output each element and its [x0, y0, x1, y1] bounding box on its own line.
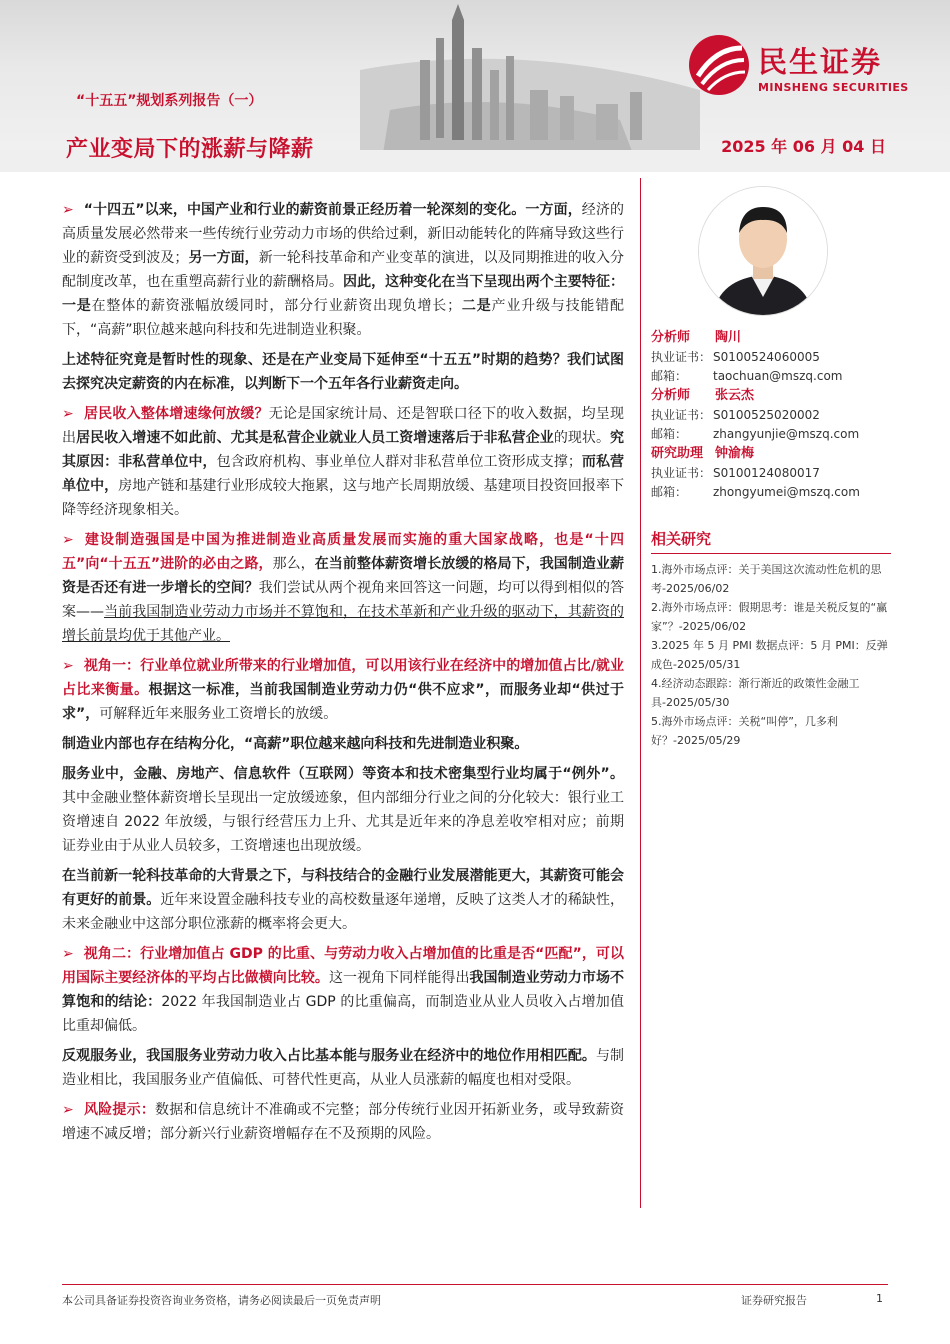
analyst-role: 分析师: [651, 388, 691, 403]
footer-disclaimer: 本公司具备证券投资咨询业务资格，请务必阅读最后一页免责声明: [62, 1294, 381, 1307]
report-date: 2025 年 06 月 04 日: [721, 137, 886, 156]
report-summary: [62, 198, 624, 1152]
report-title: 产业变局下的涨薪与降薪: [66, 137, 314, 162]
analyst-role: 研究助理: [651, 446, 704, 461]
bullet-arrow-icon: ➢: [62, 946, 74, 962]
analyst-card: 分析师 张云杰 执业证书： S0100525020002 邮箱： zhangyunjie@mszq.com: [651, 386, 891, 444]
column-divider: [640, 178, 641, 1208]
bullet-arrow-icon: ➢: [62, 532, 74, 548]
paragraph-8: 在当前新一轮科技革命的大背景之下，与科技结合的金融行业发展潜能更大，其薪资可能会有更好的前景。近年来设置金融科技专业的高校数量逐年递增，反映了这类人才的稀缺性，未来金融业中这部分职位涨薪的概率将会更大。: [62, 868, 624, 932]
paragraph-2: 上述特征究竟是暂时性的现象、还是在产业变局下延伸至“十五五”时期的趋势？我们试图去探究决定薪资的内在标准，以判断下一个五年各行业薪资走向。: [62, 352, 624, 392]
related-research-title: 相关研究: [651, 528, 891, 554]
analyst-card: 分析师 陶川 执业证书： S0100524060005 邮箱： taochuan@mszq.com: [651, 328, 891, 386]
header-banner: [0, 0, 950, 172]
analyst-photo: [698, 186, 828, 316]
analyst-cert: S0100524060005: [713, 350, 820, 364]
bullet-arrow-icon: ➢: [62, 658, 74, 674]
related-research-item[interactable]: 1.海外市场点评：关于美国这次流动性危机的思考-2025/06/02: [651, 563, 882, 595]
paragraph-risk: ➢ 风险提示：数据和信息统计不准确或不完整；部分传统行业因开拓新业务，或导致薪资增速不减反增；部分新兴行业薪资增幅存在不及预期的风险。: [62, 1102, 625, 1142]
paragraph-6: 制造业内部也存在结构分化，“高薪”职位越来越向科技和先进制造业积聚。: [62, 736, 529, 752]
logo-text-en: MINSHENG SECURITIES: [758, 81, 909, 94]
related-research-item[interactable]: 2.海外市场点评：假期思考：谁是关税反复的“赢家”？-2025/06/02: [651, 601, 888, 633]
paragraph-7: 服务业中，金融、房地产、信息软件（互联网）等资本和技术密集型行业均属于“例外”。其中金融业整体薪资增长呈现出一定放缓迹象，但内部细分行业之间的分化较大：银行业工资增速自 2022 年放缓，与银行经营压力上升、尤其是近年来的净息差收窄相对应；前期证券业由于从业人员较多，工资增速也出现放缓。: [62, 766, 624, 854]
minsheng-logo: [688, 34, 928, 98]
analyst-cert: S0100525020002: [713, 408, 820, 422]
bullet-arrow-icon: ➢: [62, 1102, 74, 1118]
analyst-email[interactable]: taochuan@mszq.com: [713, 369, 843, 383]
bullet-arrow-icon: ➢: [62, 202, 74, 218]
paragraph-4: ➢ 建设制造强国是中国为推进制造业高质量发展而实施的重大国家战略，也是“十四五”向“十五五”进阶的必由之路，那么，在当前整体薪资增长放缓的格局下，我国制造业薪资是否还有进一步增长的空间？我们尝试从两个视角来回答这一问题，均可以得到相似的答案——当前我国制造业劳动力市场并不算饱和，在技术革新和产业升级的驱动下，其薪资的增长前景均优于其他产业。: [62, 532, 625, 644]
analyst-list: [651, 328, 891, 502]
paragraph-1: ➢ “十四五”以来，中国产业和行业的薪资前景正经历着一轮深刻的变化。一方面，经济的高质量发展必然带来一些传统行业劳动力市场的供给过剩，新旧动能转化的阵痛导致这些行业的薪资受到波及；另一方面，新一轮科技革命和产业变革的演进，以及同期推进的收入分配制度改革，也在重塑高薪行业的薪酬格局。因此，这种变化在当下呈现出两个主要特征：一是在整体的薪资涨幅放缓同时，部分行业薪资出现负增长；二是产业升级与技能错配下，“高薪”职位越来越向科技和先进制造业积聚。: [62, 202, 625, 338]
analyst-name: 钟渝梅: [715, 446, 755, 461]
analyst-email[interactable]: zhongyumei@mszq.com: [713, 485, 860, 499]
paragraph-10: 反观服务业，我国服务业劳动力收入占比基本能与服务业在经济中的地位作用相匹配。与制造业相比，我国服务业产值偏低、可替代性更高，从业人员涨薪的幅度也相对受限。: [62, 1048, 625, 1088]
analyst-name: 张云杰: [715, 388, 755, 403]
page-number: 1: [876, 1292, 883, 1305]
analyst-portrait-image: [699, 187, 827, 315]
footer-report-type: 证券研究报告: [741, 1294, 807, 1307]
paragraph-5: ➢ 视角一：行业单位就业所带来的行业增加值，可以用该行业在经济中的增加值占比/就业占比来衡量。根据这一标准，当前我国制造业劳动力仍“供不应求”，而服务业却“供过于求”，可解释近年来服务业工资增长的放缓。: [62, 658, 625, 722]
analyst-card: 研究助理 钟渝梅 执业证书： S0100124080017 邮箱： zhongyumei@mszq.com: [651, 444, 891, 502]
analyst-cert: S0100124080017: [713, 466, 820, 480]
logo-text-cn: 民生证券: [758, 45, 883, 79]
analyst-name: 陶川: [715, 330, 742, 345]
analyst-role: 分析师: [651, 330, 691, 345]
paragraph-3: ➢ 居民收入整体增速缘何放缓？无论是国家统计局、还是智联口径下的收入数据，均呈现出居民收入增速不如此前、尤其是私营企业就业人员工资增速落后于非私营企业的现状。究其原因：非私营单位中，包含政府机构、事业单位人群对非私营单位工资形成支撑；而私营单位中，房地产链和基建行业形成较大拖累，这与地产长周期放缓、基建项目投资回报率下降等经济现象相关。: [62, 406, 625, 518]
related-research-item[interactable]: 5.海外市场点评：关税“叫停”，几多利好？-2025/05/29: [651, 715, 838, 747]
footer-divider: [62, 1284, 888, 1285]
related-research-item[interactable]: 3.2025 年 5 月 PMI 数据点评：5 月 PMI：反弹成色-2025/05/31: [651, 639, 888, 671]
bullet-arrow-icon: ➢: [62, 406, 74, 422]
related-research-item[interactable]: 4.经济动态跟踪：渐行渐近的政策性金融工具-2025/05/30: [651, 677, 860, 709]
related-research: [651, 528, 891, 750]
series-label: “十五五”规划系列报告（一）: [76, 93, 263, 109]
paragraph-9: ➢ 视角二：行业增加值占 GDP 的比重、与劳动力收入占增加值的比重是否“匹配”，可以用国际主要经济体的平均占比做横向比较。这一视角下同样能得出我国制造业劳动力市场不算饱和的结论：2022 年我国制造业占 GDP 的比重偏高，而制造业从业人员收入占增加值比重却偏低。: [62, 946, 625, 1034]
analyst-email[interactable]: zhangyunjie@mszq.com: [713, 427, 860, 441]
minsheng-logo-icon: [688, 34, 750, 96]
